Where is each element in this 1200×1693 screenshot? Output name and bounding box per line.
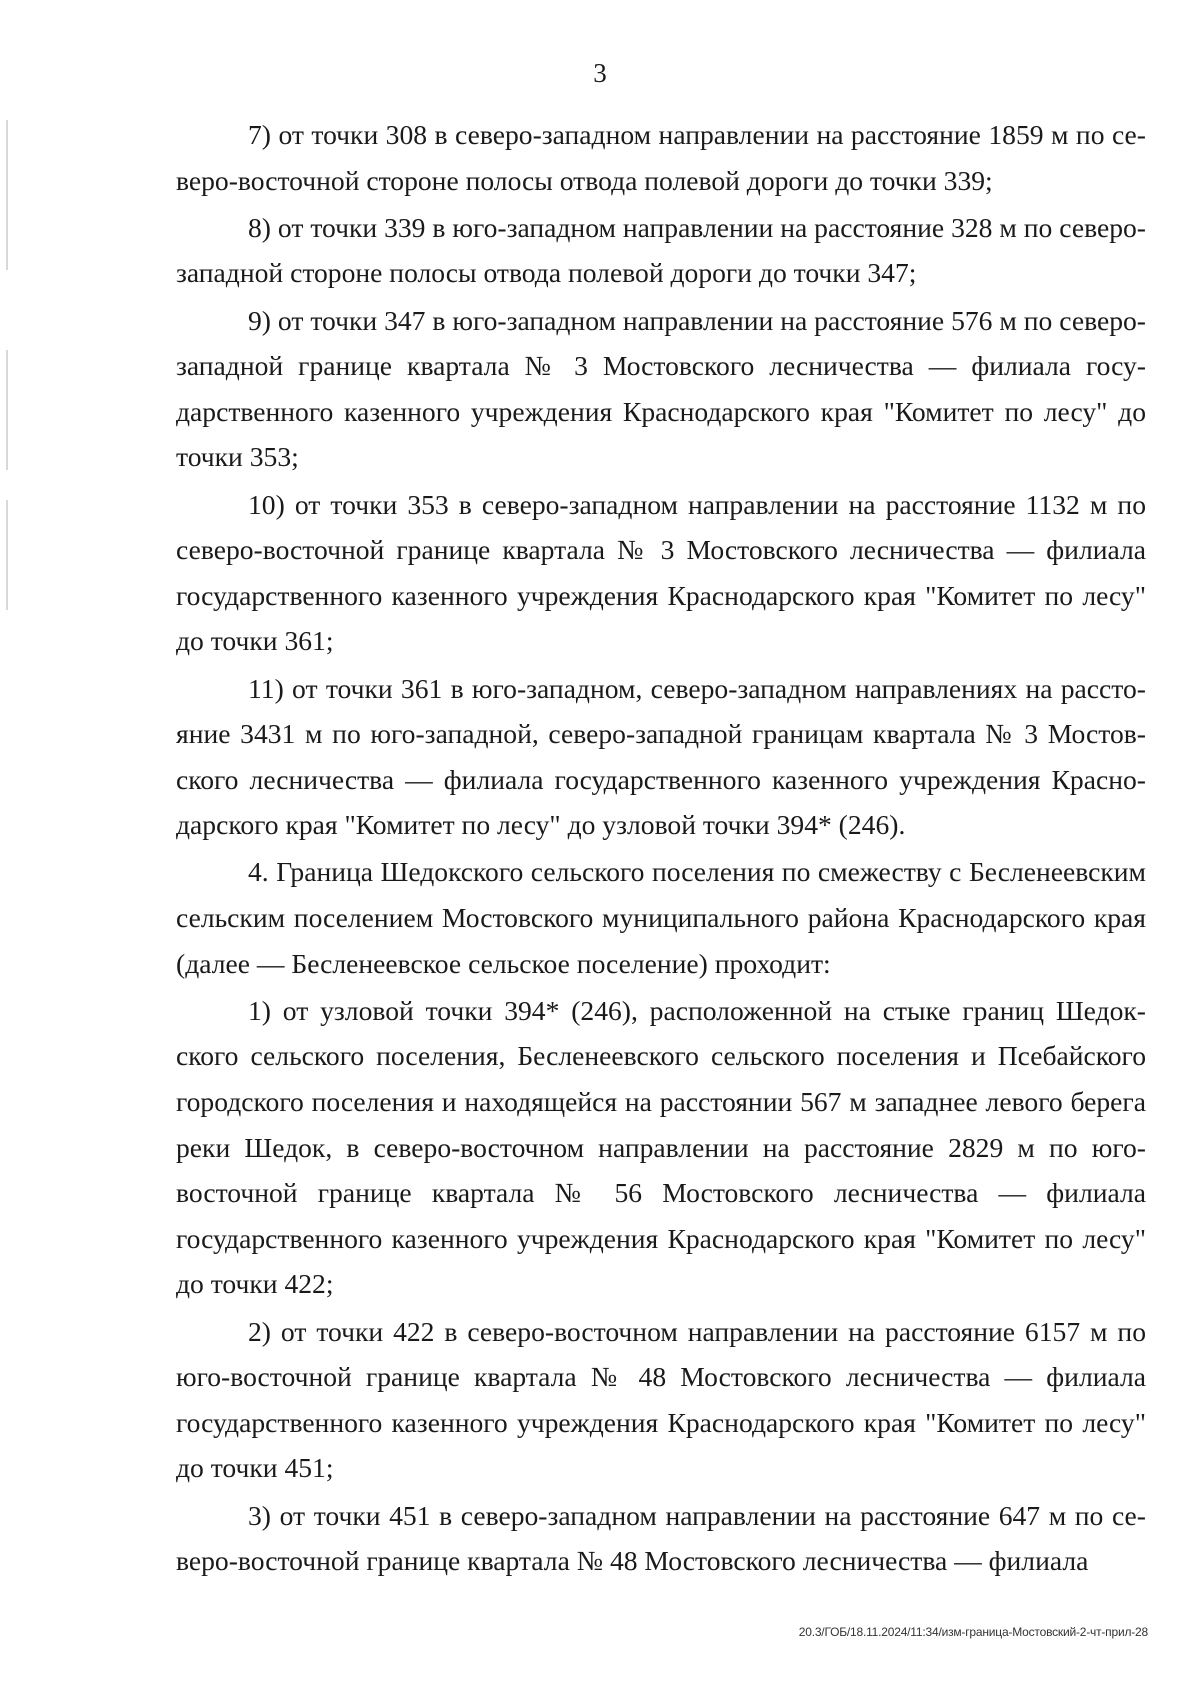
- paragraph: 8) от точки 339 в юго-западном направлении на расстояние 328 м по северо-западной стороне полосы отвода полевой дороги до точки 347;: [176, 211, 1146, 289]
- paragraph: 4. Граница Шедокского сельского поселения по смежеству с Бесленеевским сельским поселением Мостовского муниципального района Краснодарского края (далее — Бесленеевское сельское поселение) проходит:: [176, 856, 1146, 979]
- paragraph: 10) от точки 353 в северо-западном направлении на расстояние 1132 м по северо-восточной границе квартала № 3 Мостовского лесничества — филиала государственного казенного учреждения Краснодарского края "Комитет по лесу" до точки 361;: [176, 488, 1146, 657]
- scan-edge-mark: [6, 350, 8, 470]
- paragraph: 3) от точки 451 в северо-западном направлении на расстояние 647 м по северо-восточной границе квартала № 48 Мостовского лесничества — филиала: [176, 1499, 1146, 1577]
- document-footer-code: 20.3/ГОБ/18.11.2024/11:34/изм-граница-Мостовский-2-чт-прил-28: [798, 1625, 1148, 1639]
- paragraph: 9) от точки 347 в юго-западном направлении на расстояние 576 м по северо-западной границе квартала № 3 Мостовского лесничества — филиала государственного казенного учреждения Краснодарского края "Комитет по лесу" до точки 353;: [176, 304, 1146, 473]
- scan-edge-mark: [6, 120, 8, 270]
- paragraph: 7) от точки 308 в северо-западном направлении на расстояние 1859 м по северо-восточной стороне полосы отвода полевой дороги до точки 339;: [176, 119, 1146, 196]
- paragraph: 2) от точки 422 в северо-восточном направлении на расстояние 6157 м по юго-восточной границе квартала № 48 Мостовского лесничества — филиала государственного казенного учреждения Краснодарского края "Комитет по лесу" до точки 451;: [176, 1315, 1146, 1484]
- page-number: 3: [593, 58, 607, 88]
- paragraph: 11) от точки 361 в юго-западном, северо-западном направлениях на расстояние 3431 м по юго-западной, северо-западной границам квартала № 3 Мостовского лесничества — филиала государственного казенного учреждения Краснодарского края "Комитет по лесу" до узловой точки 394* (246).: [176, 672, 1146, 841]
- scan-edge-mark: [6, 500, 8, 610]
- paragraph: 1) от узловой точки 394* (246), расположенной на стыке границ Шедокского сельского поселения, Бесленеевского сельского поселения и Псебайского городского поселения и находящейся на расстоянии 567 м западнее левого берега реки Шедок, в северо-восточном направлении на расстояние 2829 м по юго-восточной границе квартала № 56 Мостовского лесничества — филиала государственного казенного учреждения Краснодарского края "Комитет по лесу" до точки 422;: [176, 994, 1146, 1300]
- document-body: [176, 112, 1146, 1585]
